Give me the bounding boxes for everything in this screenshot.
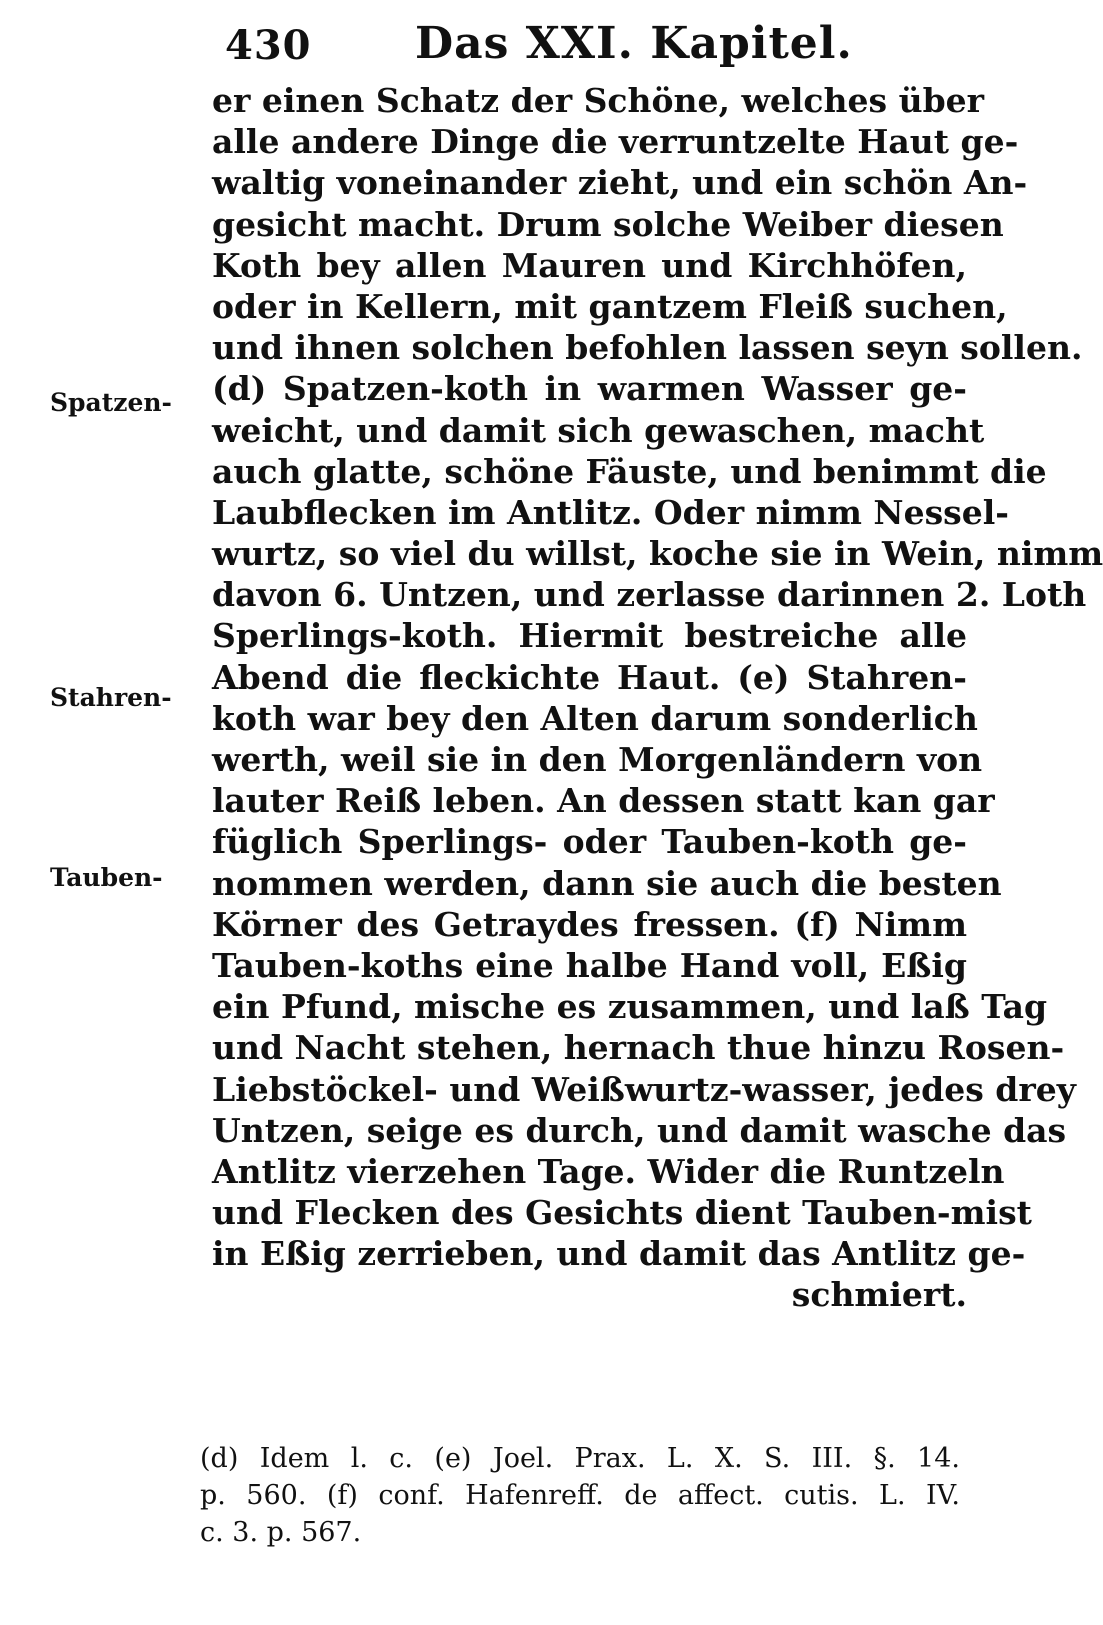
text-line: und Flecken des Gesichts dient Tauben-mist [212,1193,1032,1233]
text-line: alle andere Dinge die verruntzelte Haut ge- [212,122,1019,162]
footnotes [200,1440,960,1551]
footnote-line: c. 3. p. 567. [200,1517,362,1548]
text-line: nommen werden, dann sie auch die besten [212,863,1002,903]
text-line: waltig voneinander zieht, und ein schön An- [212,163,1028,203]
text-line: ein Pfund, mische es zusammen, und laß Tag [212,987,1048,1027]
text-line: werth, weil sie in den Morgenländern von [212,740,983,779]
page-header [225,18,965,78]
text-line: in Eßig zerrieben, und damit das Antlitz ge- [212,1234,1026,1274]
text-line: und Nacht stehen, hernach thue hinzu Rosen- [212,1028,1065,1068]
text-line: Antlitz vierzehen Tage. Wider die Runtzeln [212,1151,1005,1191]
text-line: weicht, und damit sich gewaschen, macht [212,410,985,450]
text-line: er einen Schatz der Schöne, welches über [212,81,985,120]
text-line: Sperlings-koth. Hiermit bestreiche alle [212,616,967,656]
text-line: Tauben-koths eine halbe Hand voll, Eßig [212,945,967,985]
footnote-line: p. 560. (f) conf. Hafenreff. de affect. cutis. L. IV. [200,1480,960,1511]
text-line: lauter Reiß leben. An dessen statt kan gar [212,781,995,821]
running-head: Das XXI. Kapitel. [415,18,853,69]
text-line: davon 6. Untzen, und zerlasse darinnen 2. Loth [212,575,1087,615]
text-line: koth war bey den Alten darum sonderlich [212,698,978,738]
text-line: füglich Sperlings- oder Tauben-koth ge- [212,822,967,862]
text-line: auch glatte, schöne Fäuste, und benimmt die [212,451,1047,491]
footnote-line: (d) Idem l. c. (e) Joel. Prax. L. X. S. III. §. 14. [200,1443,960,1474]
text-line: und ihnen solchen befohlen lassen seyn sollen. [212,328,1083,368]
text-line: schmiert. [791,1275,967,1315]
body-text [212,80,1103,1316]
text-line: Untzen, seige es durch, und damit wasche das [212,1110,1067,1150]
text-line: wurtz, so viel du willst, koche sie in Wein, nimm [212,534,1103,574]
page-number: 430 [225,22,312,69]
margin-note-spatzen: Spatzen- [50,388,172,417]
text-line: gesicht macht. Drum solche Weiber diesen [212,204,1004,244]
margin-note-stahren: Stahren- [50,683,172,712]
text-line: Abend die fleckichte Haut. (e) Stahren- [212,657,967,697]
text-line: oder in Kellern, mit gantzem Fleiß suchen, [212,286,1008,326]
text-line: Laubflecken im Antlitz. Oder nimm Nessel- [212,492,1009,532]
text-line: Körner des Getraydes fressen. (f) Nimm [212,904,967,944]
text-line: Liebstöckel- und Weißwurtz-wasser, jedes drey [212,1069,1076,1109]
text-line: Koth bey allen Mauren und Kirchhöfen, [212,245,967,285]
text-line: (d) Spatzen-koth in warmen Wasser ge- [212,369,967,409]
margin-note-tauben: Tauben- [50,863,163,892]
